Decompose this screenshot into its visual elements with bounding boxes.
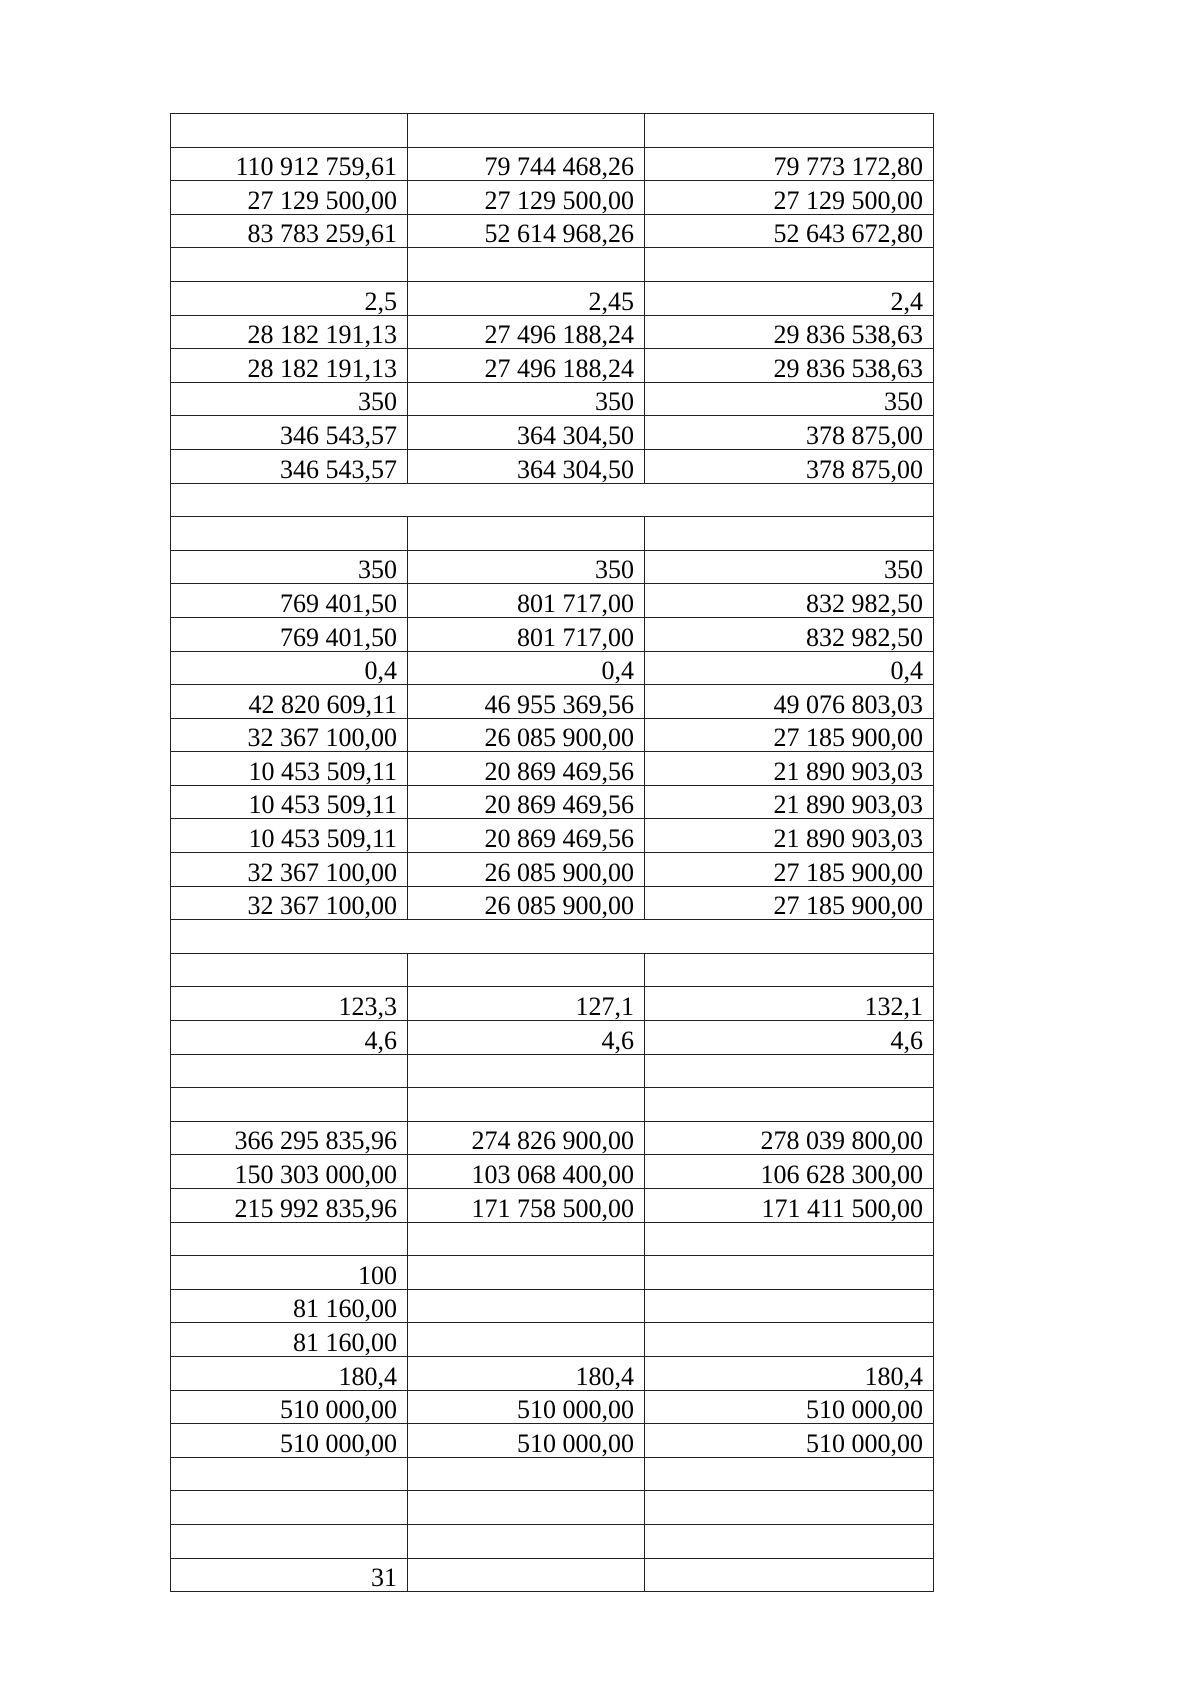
table-cell: 103 068 400,00 bbox=[408, 1155, 645, 1189]
table-row bbox=[171, 517, 934, 551]
table-cell bbox=[645, 517, 934, 551]
table-cell: 510 000,00 bbox=[408, 1390, 645, 1424]
table-cell bbox=[645, 1256, 934, 1290]
table-cell: 0,4 bbox=[171, 651, 408, 685]
table-cell bbox=[171, 1491, 408, 1525]
table-cell: 510 000,00 bbox=[171, 1390, 408, 1424]
table-cell: 52 614 968,26 bbox=[408, 214, 645, 248]
table-row bbox=[171, 886, 934, 920]
table-cell: 150 303 000,00 bbox=[171, 1155, 408, 1189]
merged-cell bbox=[171, 483, 934, 517]
table-cell: 0,4 bbox=[408, 651, 645, 685]
table-row bbox=[171, 349, 934, 383]
table-cell: 21 890 903,03 bbox=[645, 819, 934, 853]
table-row bbox=[171, 281, 934, 315]
table-cell bbox=[645, 114, 934, 148]
table-cell: 350 bbox=[645, 382, 934, 416]
table-cell: 350 bbox=[171, 382, 408, 416]
table-cell bbox=[645, 1289, 934, 1323]
table-cell bbox=[645, 248, 934, 282]
table-cell bbox=[645, 1222, 934, 1256]
table-cell bbox=[171, 1054, 408, 1088]
table-cell: 32 367 100,00 bbox=[171, 718, 408, 752]
table-cell: 350 bbox=[408, 550, 645, 584]
table-cell bbox=[171, 1524, 408, 1558]
table-cell: 832 982,50 bbox=[645, 617, 934, 651]
table-cell bbox=[408, 248, 645, 282]
table-cell bbox=[645, 1457, 934, 1491]
table-row bbox=[171, 1558, 934, 1592]
table-row bbox=[171, 315, 934, 349]
table-cell: 46 955 369,56 bbox=[408, 685, 645, 719]
table-row bbox=[171, 1424, 934, 1458]
table-cell: 769 401,50 bbox=[171, 617, 408, 651]
table-cell bbox=[645, 1088, 934, 1122]
table-cell bbox=[408, 953, 645, 987]
table-cell: 27 185 900,00 bbox=[645, 886, 934, 920]
table-cell: 215 992 835,96 bbox=[171, 1189, 408, 1223]
table-cell: 31 bbox=[171, 1558, 408, 1592]
table-cell: 21 890 903,03 bbox=[645, 752, 934, 786]
table-body bbox=[171, 114, 934, 1592]
table-row bbox=[171, 416, 934, 450]
table-cell: 27 129 500,00 bbox=[645, 181, 934, 215]
table-row bbox=[171, 1457, 934, 1491]
table-cell bbox=[408, 1524, 645, 1558]
table-cell: 29 836 538,63 bbox=[645, 349, 934, 383]
table-cell bbox=[645, 1054, 934, 1088]
table-row bbox=[171, 752, 934, 786]
table-cell: 26 085 900,00 bbox=[408, 886, 645, 920]
table-cell bbox=[645, 1323, 934, 1357]
numeric-data-table bbox=[170, 113, 934, 1592]
table-cell: 29 836 538,63 bbox=[645, 315, 934, 349]
table-cell bbox=[408, 114, 645, 148]
table-cell bbox=[171, 1222, 408, 1256]
table-cell: 20 869 469,56 bbox=[408, 819, 645, 853]
table-row bbox=[171, 114, 934, 148]
table-cell: 171 411 500,00 bbox=[645, 1189, 934, 1223]
table-row bbox=[171, 651, 934, 685]
table-cell: 832 982,50 bbox=[645, 584, 934, 618]
table-cell: 79 773 172,80 bbox=[645, 147, 934, 181]
table-cell: 32 367 100,00 bbox=[171, 886, 408, 920]
table-row bbox=[171, 1256, 934, 1290]
table-cell: 79 744 468,26 bbox=[408, 147, 645, 181]
table-row bbox=[171, 1155, 934, 1189]
table-row bbox=[171, 483, 934, 517]
table-cell: 20 869 469,56 bbox=[408, 785, 645, 819]
table-cell: 49 076 803,03 bbox=[645, 685, 934, 719]
table-row bbox=[171, 1222, 934, 1256]
table-cell bbox=[171, 517, 408, 551]
table-row bbox=[171, 1524, 934, 1558]
merged-cell bbox=[171, 920, 934, 954]
table-cell: 350 bbox=[408, 382, 645, 416]
table-row bbox=[171, 147, 934, 181]
table-cell: 2,45 bbox=[408, 281, 645, 315]
table-cell: 378 875,00 bbox=[645, 416, 934, 450]
table-cell bbox=[171, 953, 408, 987]
table-cell bbox=[408, 1491, 645, 1525]
table-cell: 32 367 100,00 bbox=[171, 853, 408, 887]
table-cell bbox=[408, 1558, 645, 1592]
table-row bbox=[171, 1323, 934, 1357]
table-cell bbox=[645, 1558, 934, 1592]
table-row bbox=[171, 1021, 934, 1055]
table-cell: 378 875,00 bbox=[645, 449, 934, 483]
table-cell: 132,1 bbox=[645, 987, 934, 1021]
table-cell: 20 869 469,56 bbox=[408, 752, 645, 786]
table-cell: 180,4 bbox=[171, 1356, 408, 1390]
table-cell: 42 820 609,11 bbox=[171, 685, 408, 719]
table-row bbox=[171, 785, 934, 819]
table-cell: 4,6 bbox=[171, 1021, 408, 1055]
table-row bbox=[171, 181, 934, 215]
table-cell: 510 000,00 bbox=[645, 1424, 934, 1458]
table-cell: 510 000,00 bbox=[408, 1424, 645, 1458]
table-cell: 2,5 bbox=[171, 281, 408, 315]
table-cell: 364 304,50 bbox=[408, 416, 645, 450]
table-cell: 180,4 bbox=[408, 1356, 645, 1390]
table-cell: 510 000,00 bbox=[171, 1424, 408, 1458]
table-cell: 801 717,00 bbox=[408, 617, 645, 651]
table-cell: 10 453 509,11 bbox=[171, 819, 408, 853]
table-row bbox=[171, 853, 934, 887]
table-cell: 27 185 900,00 bbox=[645, 718, 934, 752]
table-cell bbox=[408, 1088, 645, 1122]
table-cell: 346 543,57 bbox=[171, 449, 408, 483]
table-cell: 21 890 903,03 bbox=[645, 785, 934, 819]
table-row bbox=[171, 953, 934, 987]
table-cell bbox=[645, 1524, 934, 1558]
table-row bbox=[171, 1121, 934, 1155]
table-cell: 366 295 835,96 bbox=[171, 1121, 408, 1155]
table-cell: 510 000,00 bbox=[645, 1390, 934, 1424]
table-cell: 2,4 bbox=[645, 281, 934, 315]
table-row bbox=[171, 819, 934, 853]
table-cell bbox=[408, 1222, 645, 1256]
table-cell bbox=[171, 1457, 408, 1491]
table-cell: 801 717,00 bbox=[408, 584, 645, 618]
table-cell: 27 496 188,24 bbox=[408, 315, 645, 349]
table-cell: 364 304,50 bbox=[408, 449, 645, 483]
table-cell: 346 543,57 bbox=[171, 416, 408, 450]
table-cell bbox=[408, 1289, 645, 1323]
table-cell: 350 bbox=[645, 550, 934, 584]
table-cell: 110 912 759,61 bbox=[171, 147, 408, 181]
table-cell: 10 453 509,11 bbox=[171, 752, 408, 786]
table-row bbox=[171, 920, 934, 954]
table-row bbox=[171, 1491, 934, 1525]
table-cell: 171 758 500,00 bbox=[408, 1189, 645, 1223]
table-cell bbox=[645, 1491, 934, 1525]
table-cell: 274 826 900,00 bbox=[408, 1121, 645, 1155]
table-cell: 28 182 191,13 bbox=[171, 349, 408, 383]
table-cell: 26 085 900,00 bbox=[408, 853, 645, 887]
table-row bbox=[171, 617, 934, 651]
table-cell: 100 bbox=[171, 1256, 408, 1290]
table-row bbox=[171, 382, 934, 416]
table-cell bbox=[645, 953, 934, 987]
table-cell: 27 185 900,00 bbox=[645, 853, 934, 887]
table-cell bbox=[171, 248, 408, 282]
table-cell bbox=[408, 1054, 645, 1088]
table-cell: 123,3 bbox=[171, 987, 408, 1021]
table-cell: 27 129 500,00 bbox=[171, 181, 408, 215]
table-row bbox=[171, 214, 934, 248]
table-row bbox=[171, 685, 934, 719]
table-row bbox=[171, 987, 934, 1021]
table-cell: 769 401,50 bbox=[171, 584, 408, 618]
table-row bbox=[171, 584, 934, 618]
table-row bbox=[171, 1088, 934, 1122]
table-cell: 4,6 bbox=[645, 1021, 934, 1055]
table-cell bbox=[408, 1457, 645, 1491]
table-cell bbox=[408, 1256, 645, 1290]
table-cell: 278 039 800,00 bbox=[645, 1121, 934, 1155]
table-cell: 27 496 188,24 bbox=[408, 349, 645, 383]
table-cell: 27 129 500,00 bbox=[408, 181, 645, 215]
table-cell bbox=[171, 1088, 408, 1122]
table-row bbox=[171, 449, 934, 483]
table-cell: 83 783 259,61 bbox=[171, 214, 408, 248]
table-row bbox=[171, 248, 934, 282]
table-cell: 81 160,00 bbox=[171, 1289, 408, 1323]
table-row bbox=[171, 1054, 934, 1088]
table-cell: 4,6 bbox=[408, 1021, 645, 1055]
table-cell bbox=[408, 1323, 645, 1357]
table-cell: 52 643 672,80 bbox=[645, 214, 934, 248]
table-row bbox=[171, 550, 934, 584]
table-cell: 127,1 bbox=[408, 987, 645, 1021]
table-row bbox=[171, 718, 934, 752]
table-cell bbox=[408, 517, 645, 551]
table-cell: 350 bbox=[171, 550, 408, 584]
table-cell: 0,4 bbox=[645, 651, 934, 685]
table-cell: 28 182 191,13 bbox=[171, 315, 408, 349]
table-row bbox=[171, 1390, 934, 1424]
table-cell: 26 085 900,00 bbox=[408, 718, 645, 752]
table-row bbox=[171, 1189, 934, 1223]
table-cell: 81 160,00 bbox=[171, 1323, 408, 1357]
table-cell: 180,4 bbox=[645, 1356, 934, 1390]
table-cell: 10 453 509,11 bbox=[171, 785, 408, 819]
table-row bbox=[171, 1356, 934, 1390]
table-row bbox=[171, 1289, 934, 1323]
table-cell: 106 628 300,00 bbox=[645, 1155, 934, 1189]
table-cell bbox=[171, 114, 408, 148]
